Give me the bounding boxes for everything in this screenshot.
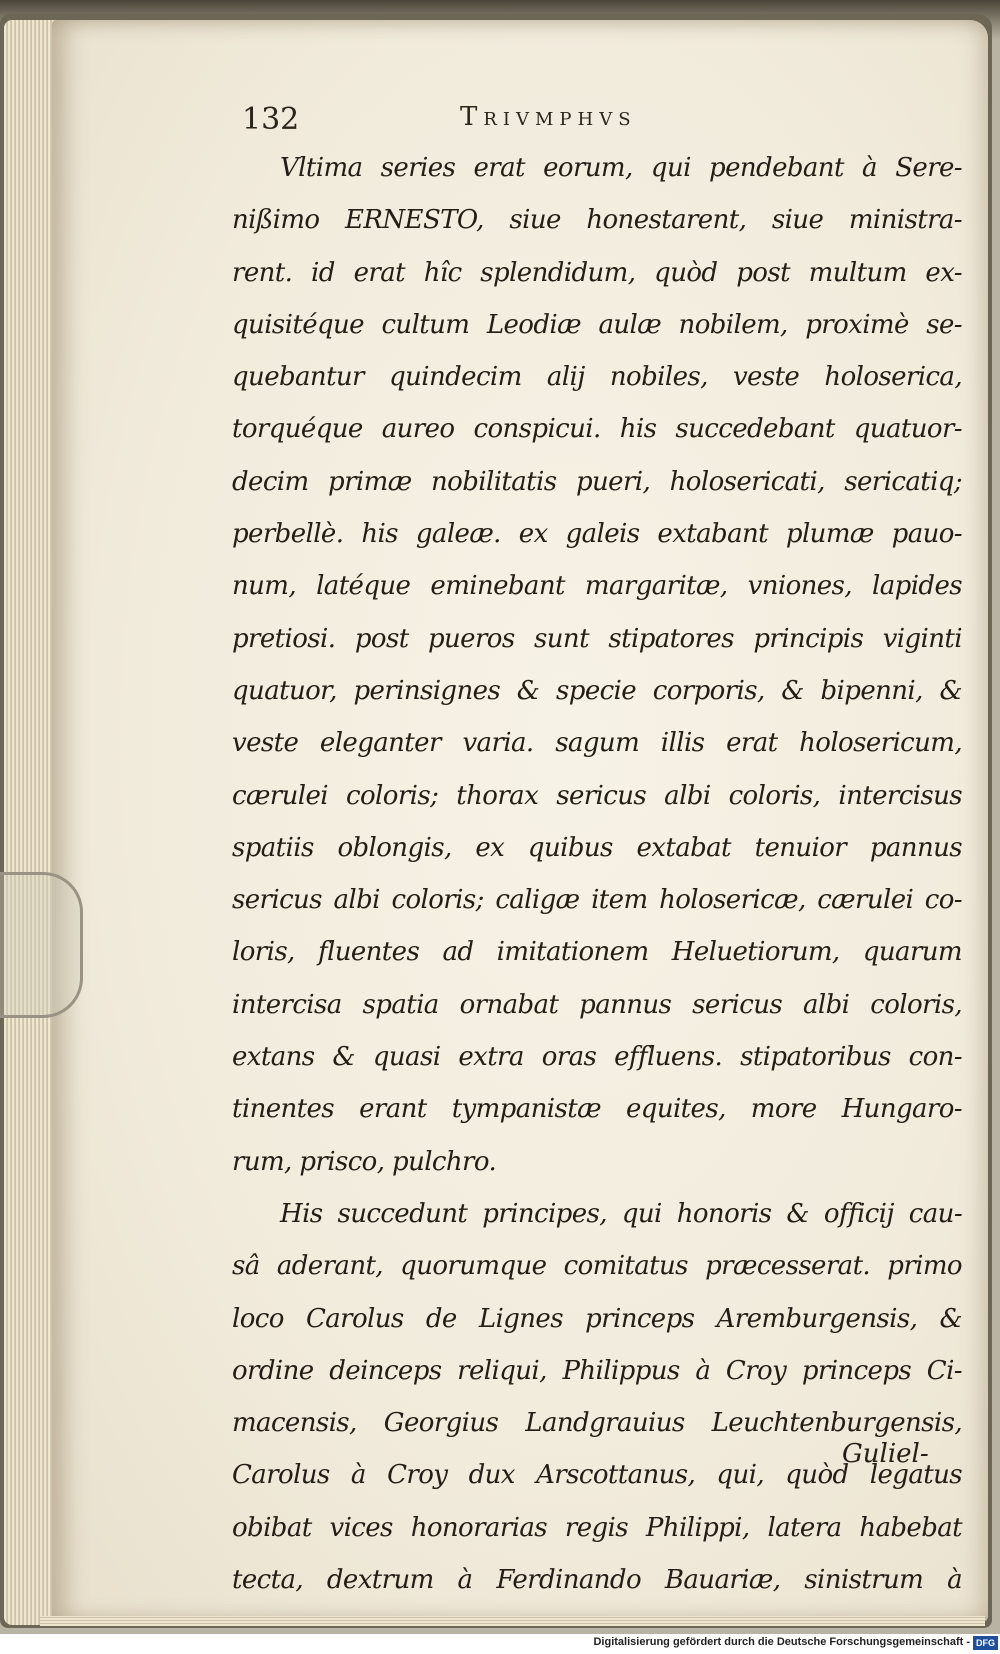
text-line: intercisa spatia ornabat pannus sericus albi coloris, bbox=[232, 989, 962, 1020]
text-line: torquéque aureo conspicui. his succedebant quatuor- bbox=[232, 414, 962, 445]
text-line: His succedunt principes, qui honoris & officij cau- bbox=[280, 1198, 962, 1229]
text-line: perbellè. his galeæ. ex galeis extabant plumæ pauo- bbox=[232, 519, 962, 550]
text-line: loco Carolus de Lignes princeps Aremburgensis, & bbox=[232, 1303, 962, 1334]
catchword: Guliel- bbox=[842, 1439, 929, 1469]
text-line: nißimo ERNESTO, siue honestarent, siue ministra- bbox=[232, 205, 962, 236]
text-line: obibat vices honorarias regis Philippi, latera habebat bbox=[232, 1512, 962, 1543]
footer-credit: Digitalisierung gefördert durch die Deutsche Forschungsgemeinschaft - bbox=[593, 1636, 970, 1648]
text-line: num, latéque eminebant margaritæ, vniones, lapides bbox=[232, 571, 962, 602]
text-line: quebantur quindecim alij nobiles, veste holoserica, bbox=[232, 362, 962, 393]
text-line: decim primæ nobilitatis pueri, holosericati, sericatiq; bbox=[232, 466, 962, 497]
page-header bbox=[242, 96, 752, 136]
running-head: Trivmphvs bbox=[460, 102, 637, 132]
text-line: cærulei coloris; thorax sericus albi coloris, intercisus bbox=[232, 780, 962, 811]
text-line: Vltima series erat eorum, qui pendebant à Sere- bbox=[280, 153, 962, 183]
text-line: ordine deinceps reliqui, Philippus à Croy princeps Ci- bbox=[232, 1355, 962, 1386]
text-line: quatuor, perinsignes & specie corporis, & bipenni, & bbox=[232, 675, 962, 706]
text-line: pretiosi. post pueros sunt stipatores principis viginti bbox=[232, 623, 962, 654]
text-line: rum, prisco, pulchro. bbox=[232, 1146, 497, 1177]
text-line: tinentes erant tympanistæ equites, more Hungaro- bbox=[232, 1094, 962, 1125]
text-line: extans & quasi extra oras effluens. stipatoribus con- bbox=[232, 1042, 962, 1073]
text-line: quisitéque cultum Leodiæ aulæ nobilem, proximè se- bbox=[232, 309, 962, 340]
text-line: sâ aderant, quorumque comitatus præcesserat. primo bbox=[232, 1251, 962, 1282]
text-line: sericus albi coloris; caligæ item holosericæ, cærulei co- bbox=[232, 885, 962, 916]
dfg-logo-icon: DFG bbox=[973, 1636, 998, 1650]
text-line: spatiis oblongis, ex quibus extabat tenuior pannus bbox=[232, 832, 962, 863]
page-bottom-edge bbox=[40, 1616, 985, 1626]
page-number: 132 bbox=[242, 102, 300, 137]
text-line: veste eleganter varia. sagum illis erat holosericum, bbox=[232, 728, 962, 759]
text-block bbox=[232, 142, 962, 1606]
text-line: tecta, dextrum à Ferdinando Bauariæ, sinistrum à bbox=[232, 1565, 962, 1596]
footer-bar bbox=[0, 1634, 1000, 1654]
text-line: Carolus à Croy dux Arscottanus, qui, quòd legatus bbox=[232, 1460, 962, 1491]
text-line: macensis, Georgius Landgrauius Leuchtenburgensis, bbox=[232, 1408, 962, 1439]
book-clip bbox=[0, 872, 83, 1018]
text-line: loris, fluentes ad imitationem Heluetiorum, quarum bbox=[232, 937, 962, 968]
text-line: rent. id erat hîc splendidum, quòd post multum ex- bbox=[232, 257, 962, 288]
